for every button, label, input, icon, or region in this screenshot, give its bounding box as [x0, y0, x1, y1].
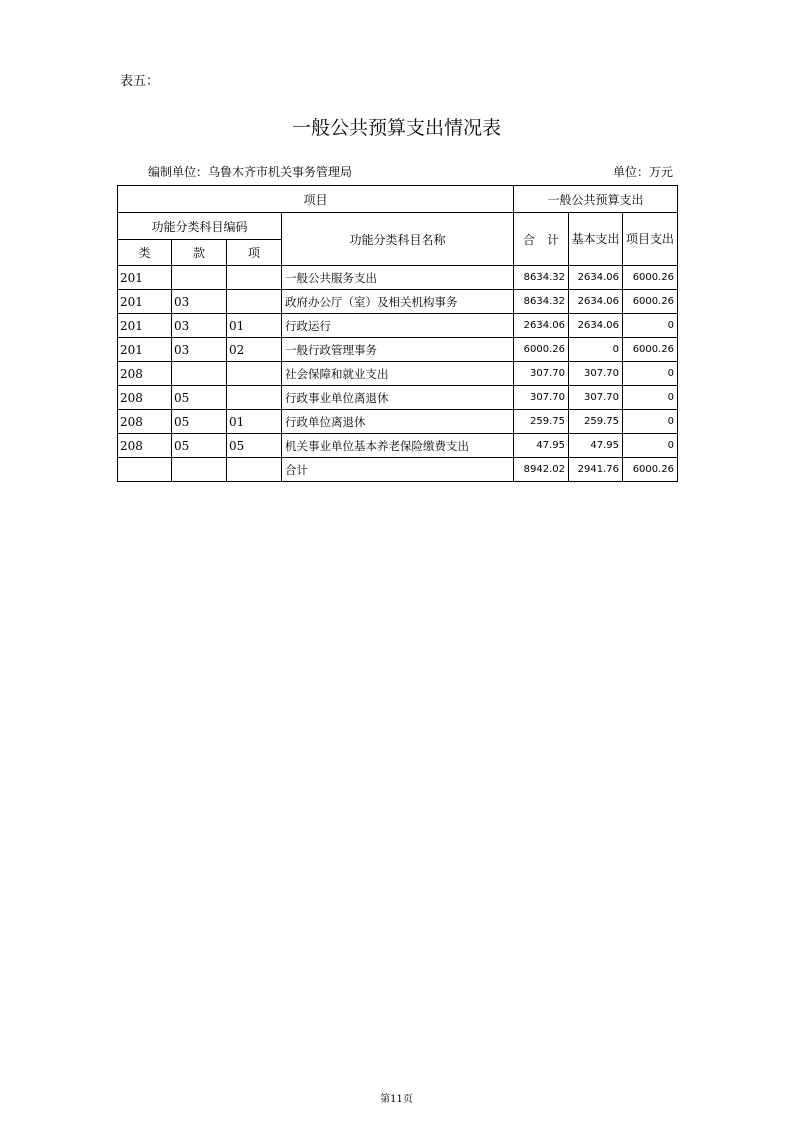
header-proj: 项目支出: [623, 213, 678, 266]
page-title: 一般公共预算支出情况表: [291, 117, 501, 139]
cell-basic: 2941.76: [569, 458, 623, 482]
cell-kuan: 05: [172, 410, 227, 434]
cell-kuan: [172, 362, 227, 386]
page-number: 第11页: [380, 1094, 413, 1105]
cell-xiang: 05: [227, 434, 282, 458]
cell-xiang: [227, 290, 282, 314]
cell-kuan: 05: [172, 434, 227, 458]
cell-proj: 0: [623, 386, 678, 410]
cell-xiang: 01: [227, 314, 282, 338]
header-lei: 类: [118, 240, 172, 266]
cell-total: 307.70: [514, 386, 569, 410]
cell-total: 259.75: [514, 410, 569, 434]
cell-xiang: [227, 458, 282, 482]
cell-kuan: 03: [172, 290, 227, 314]
table-row: [118, 362, 678, 386]
cell-total: 2634.06: [514, 314, 569, 338]
cell-name: 行政运行: [282, 314, 514, 338]
cell-total: 6000.26: [514, 338, 569, 362]
table-row: [118, 434, 678, 458]
cell-proj: 6000.26: [623, 338, 678, 362]
cell-lei: 201: [118, 314, 172, 338]
header-func-code: 功能分类科目编码: [118, 213, 282, 240]
cell-total: 8942.02: [514, 458, 569, 482]
header-total: 合 计: [514, 213, 569, 266]
cell-proj: 6000.26: [623, 266, 678, 290]
cell-lei: 208: [118, 434, 172, 458]
header-project: 项目: [118, 186, 514, 213]
cell-proj: 0: [623, 314, 678, 338]
currency-unit: 单位：万元: [612, 165, 673, 179]
table-row: [118, 386, 678, 410]
header-general-budget: 一般公共预算支出: [514, 186, 678, 213]
table-row: [118, 410, 678, 434]
cell-proj: 0: [623, 410, 678, 434]
table-row-total: [118, 458, 678, 482]
cell-proj: 6000.26: [623, 458, 678, 482]
cell-xiang: [227, 266, 282, 290]
cell-lei: 208: [118, 362, 172, 386]
cell-name: 社会保障和就业支出: [282, 362, 514, 386]
cell-proj: 0: [623, 434, 678, 458]
cell-basic: 307.70: [569, 362, 623, 386]
cell-xiang: 01: [227, 410, 282, 434]
header-basic: 基本支出: [569, 213, 623, 266]
cell-basic: 2634.06: [569, 266, 623, 290]
table-row: [118, 338, 678, 362]
cell-lei: 201: [118, 290, 172, 314]
cell-basic: 259.75: [569, 410, 623, 434]
cell-total: 8634.32: [514, 290, 569, 314]
cell-basic: 2634.06: [569, 314, 623, 338]
cell-lei: 208: [118, 410, 172, 434]
cell-total: 8634.32: [514, 266, 569, 290]
cell-name: 一般行政管理事务: [282, 338, 514, 362]
cell-lei: 201: [118, 338, 172, 362]
cell-kuan: [172, 458, 227, 482]
cell-name: 行政事业单位离退休: [282, 386, 514, 410]
table-row: [118, 290, 678, 314]
cell-kuan: 03: [172, 314, 227, 338]
cell-total: 47.95: [514, 434, 569, 458]
cell-lei: [118, 458, 172, 482]
cell-lei: 201: [118, 266, 172, 290]
cell-xiang: [227, 362, 282, 386]
cell-kuan: [172, 266, 227, 290]
cell-basic: 2634.06: [569, 290, 623, 314]
cell-name: 机关事业单位基本养老保险缴费支出: [282, 434, 514, 458]
cell-proj: 0: [623, 362, 678, 386]
cell-xiang: [227, 386, 282, 410]
table-row: [118, 314, 678, 338]
cell-kuan: 03: [172, 338, 227, 362]
organization-unit: 编制单位：乌鲁木齐市机关事务管理局: [148, 165, 353, 179]
cell-proj: 6000.26: [623, 290, 678, 314]
header-func-name: 功能分类科目名称: [282, 213, 514, 266]
budget-table: [117, 185, 678, 482]
table-row: [118, 266, 678, 290]
cell-basic: 0: [569, 338, 623, 362]
cell-xiang: 02: [227, 338, 282, 362]
cell-lei: 208: [118, 386, 172, 410]
cell-basic: 307.70: [569, 386, 623, 410]
cell-name: 政府办公厅（室）及相关机构事务: [282, 290, 514, 314]
cell-total: 307.70: [514, 362, 569, 386]
cell-name: 合计: [282, 458, 514, 482]
cell-kuan: 05: [172, 386, 227, 410]
header-kuan: 款: [172, 240, 227, 266]
header-xiang: 项: [227, 240, 282, 266]
table-label: 表五：: [120, 74, 160, 89]
cell-name: 一般公共服务支出: [282, 266, 514, 290]
cell-basic: 47.95: [569, 434, 623, 458]
cell-name: 行政单位离退休: [282, 410, 514, 434]
